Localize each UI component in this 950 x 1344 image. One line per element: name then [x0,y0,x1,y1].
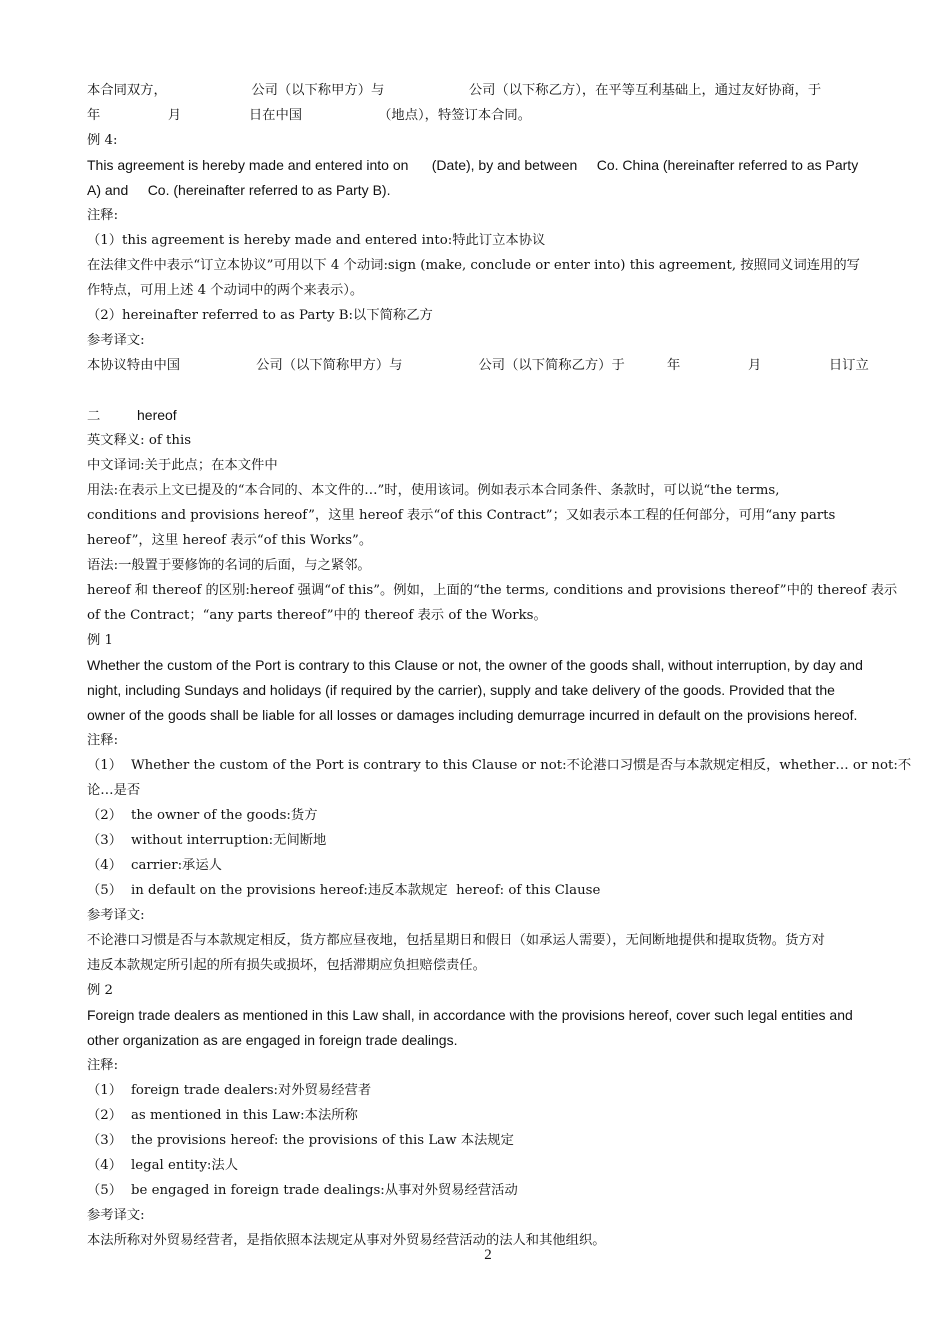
note-item: （2）hereinafter referred to as Party B:以下简称乙方 [87,308,433,323]
note-item [87,878,893,903]
difference-line: of the Contract；“any parts thereof”中的 thereof 表示 of the Works。 [87,608,547,623]
chinese-translation: 中文译词:关于此点；在本文件中 [87,458,278,473]
usage-line: conditions and provisions hereof”，这里 hereof 表示“of this Contract”；又如表示本工程的任何部分，可用“any parts [87,508,836,523]
example-label: 例 4: [87,133,118,148]
contract-intro-line: 本合同双方， 公司（以下称甲方）与 公司（以下称乙方），在平等互利基础上，通过友好协商，于 [87,83,822,98]
page-number: 2 [484,1247,492,1263]
grammar-line: 语法:一般置于要修饰的名词的后面，与之紧邻。 [87,558,371,573]
note-item [87,1078,893,1103]
example-english-line: night, including Sundays and holidays (if required by the carrier), supply and take delivery of the goods. Provided that the [87,682,835,698]
note-item [87,803,893,828]
note-item [87,1103,893,1128]
note-continuation: 论…是否 [87,783,141,798]
translation-label: 参考译文: [87,1208,145,1223]
note-index: （4） [87,1158,123,1173]
note-text: as mentioned in this Law:本法所称 [131,1108,358,1123]
translation-label: 参考译文: [87,333,145,348]
note-item [87,828,893,853]
note-text: in default on the provisions hereof:违反本款规定 hereof: of this Clause [131,883,601,898]
example-label: 例 2 [87,983,113,998]
note-text: the owner of the goods:货方 [131,808,318,823]
notes-label: 注释: [87,1058,119,1073]
note-text: without interruption:无间断地 [131,833,327,848]
note-index: （2） [87,1108,123,1123]
translation-line: 不论港口习惯是否与本款规定相反，货方都应昼夜地，包括星期日和假日（如承运人需要），无间断地提供和提取货物。货方对 [87,933,825,948]
section-title: hereof [137,407,177,423]
english-definition: 英文释义: of this [87,433,192,448]
translation-label: 参考译文: [87,908,145,923]
example-english-line: Foreign trade dealers as mentioned in this Law shall, in accordance with the provisions hereof, cover such legal entities and [87,1007,853,1023]
example-english-line: owner of the goods shall be liable for all losses or damages including demurrage incurred in default on the provisions hereof. [87,707,858,723]
notes-label: 注释: [87,733,119,748]
note-text-line: 在法律文件中表示“订立本协议”可用以下 4 个动词:sign (make, conclude or enter into) this agreement, 按照同义词连用的写 [87,258,860,273]
translation-line: 本协议特由中国 公司（以下简称甲方）与 公司（以下简称乙方）于 年 月 日订立 [87,358,869,373]
note-text: the provisions hereof: the provisions of this Law 本法规定 [131,1133,514,1148]
note-index: （5） [87,883,123,898]
example-english-line: A) and Co. (hereinafter referred to as Party B). [87,182,391,198]
example-english-line: This agreement is hereby made and entered into on (Date), by and between Co. China (hereinafter referred to as Party [87,157,859,173]
translation-line: 违反本款规定所引起的所有损失或损坏，包括滞期应负担赔偿责任。 [87,958,486,973]
note-index: （3） [87,1133,123,1148]
note-index: （3） [87,833,123,848]
difference-line: hereof 和 thereof 的区别:hereof 强调“of this”。例如，上面的“the terms, conditions and provisions thereof”中的 thereof 表示 [87,583,898,598]
notes-label: 注释: [87,208,119,223]
note-text: foreign trade dealers:对外贸易经营者 [131,1083,372,1098]
section-heading [87,403,893,428]
document-page [87,78,912,1253]
note-text: carrier:承运人 [131,858,222,873]
note-item [87,1178,893,1203]
note-index: （4） [87,858,123,873]
note-index: （5） [87,1183,123,1198]
note-text: be engaged in foreign trade dealings:从事对外贸易经营活动 [131,1183,518,1198]
note-text: Whether the custom of the Port is contrary to this Clause or not:不论港口习惯是否与本款规定相反，whether… or not:不 [131,758,912,773]
spacer [87,378,893,403]
example-label: 例 1 [87,633,113,648]
note-index: （2） [87,808,123,823]
example-english-line: other organization as are engaged in foreign trade dealings. [87,1032,458,1048]
translation-line: 本法所称对外贸易经营者，是指依照本法规定从事对外贸易经营活动的法人和其他组织。 [87,1233,606,1248]
note-item [87,1128,893,1153]
note-text-line: 作特点，可用上述 4 个动词中的两个来表示）。 [87,283,364,298]
note-item [87,853,893,878]
note-item: （1）this agreement is hereby made and entered into:特此订立本协议 [87,233,546,248]
section-number: 二 [87,409,101,424]
note-item [87,1153,893,1178]
usage-line: hereof”，这里 hereof 表示“of this Works”。 [87,533,373,548]
note-item [87,753,912,778]
example-english-line: Whether the custom of the Port is contrary to this Clause or not, the owner of the goods shall, without interruption, by day and [87,657,863,673]
usage-line: 用法:在表示上文已提及的“本合同的、本文件的…”时，使用该词。例如表示本合同条件、条款时，可以说“the terms, [87,483,780,498]
contract-intro-line: 年 月 日在中国 （地点），特签订本合同。 [87,108,532,123]
note-index: （1） [87,1083,123,1098]
note-index: （1） [87,758,123,773]
note-text: legal entity:法人 [131,1158,238,1173]
